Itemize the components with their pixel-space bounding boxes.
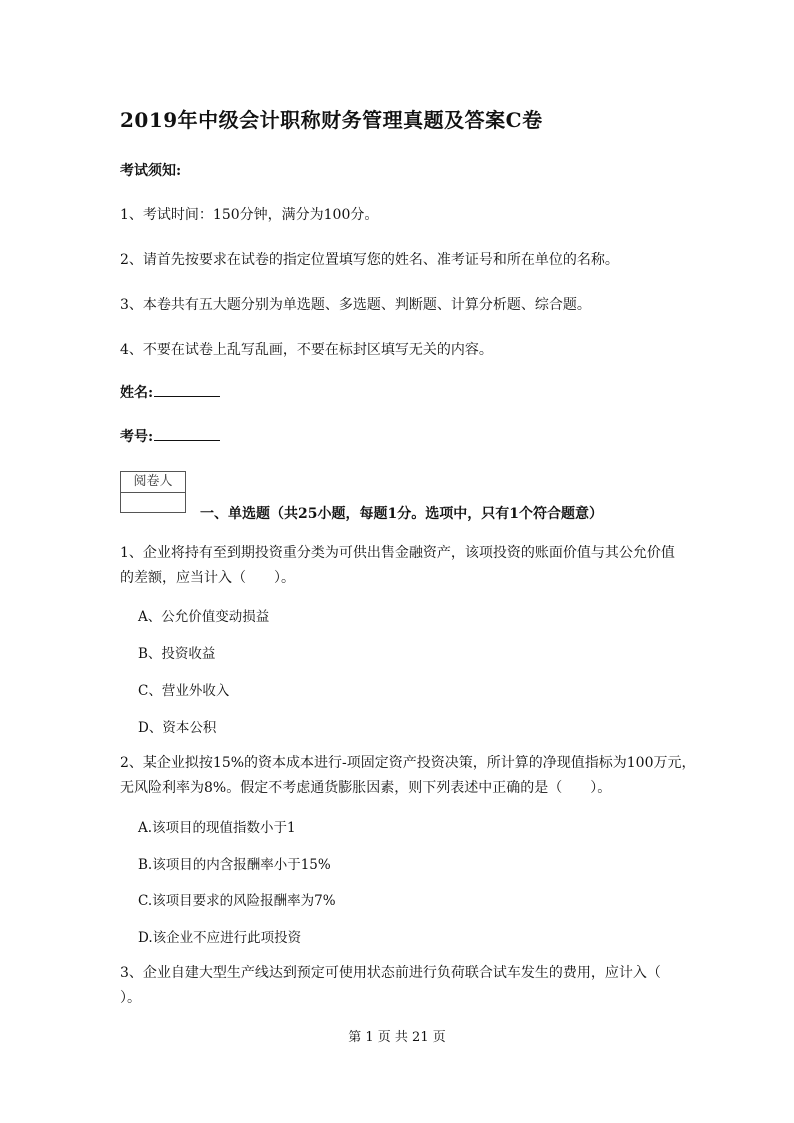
option-item: B、投资收益 <box>138 646 216 662</box>
option-item: C.该项目要求的风险报酬率为7% <box>138 893 336 909</box>
question-line: 2、某企业拟按15%的资本成本进行-项固定资产投资决策，所计算的净现值指标为100万元， <box>120 755 696 771</box>
question-line: 的差额，应当计入（ ）。 <box>120 570 295 586</box>
page-footer: 第 1 页 共 21 页 <box>348 1030 446 1045</box>
option-item: D、资本公积 <box>138 720 217 736</box>
notice-item: 4、不要在试卷上乱写乱画，不要在标封区填写无关的内容。 <box>120 342 493 358</box>
question-line: 3、企业自建大型生产线达到预定可使用状态前进行负荷联合试车发生的费用，应计入（ <box>120 965 661 981</box>
exam-no-field <box>120 426 220 446</box>
question-line: 1、企业将持有至到期投资重分类为可供出售金融资产，该项投资的账面价值与其公允价值 <box>120 545 675 561</box>
section-title: 一、单选题（共25小题，每题1分。选项中，只有1个符合题意） <box>200 506 603 522</box>
notice-item: 3、本卷共有五大题分别为单选题、多选题、判断题、计算分析题、综合题。 <box>120 297 591 313</box>
notice-heading: 考试须知: <box>120 163 182 179</box>
option-item: C、营业外收入 <box>138 683 230 699</box>
name-field <box>120 382 220 402</box>
name-label: 姓名: <box>120 385 154 401</box>
option-item: A.该项目的现值指数小于1 <box>138 820 296 836</box>
option-item: A、公允价值变动损益 <box>138 609 270 625</box>
name-blank <box>154 382 220 397</box>
option-item: D.该企业不应进行此项投资 <box>138 930 302 946</box>
grader-label: 阅卷人 <box>121 472 185 493</box>
notice-item: 1、考试时间：150分钟，满分为100分。 <box>120 207 379 223</box>
option-item: B.该项目的内含报酬率小于15% <box>138 857 331 873</box>
page-title: 2019年中级会计职称财务管理真题及答案C卷 <box>120 108 543 132</box>
exam-no-label: 考号: <box>120 429 154 445</box>
exam-no-blank <box>154 426 220 441</box>
grader-box <box>120 471 186 513</box>
notice-item: 2、请首先按要求在试卷的指定位置填写您的姓名、准考证号和所在单位的名称。 <box>120 252 619 268</box>
question-line: 无风险利率为8%。假定不考虑通货膨胀因素，则下列表述中正确的是（ ）。 <box>120 780 612 796</box>
question-line: ）。 <box>120 990 141 1006</box>
